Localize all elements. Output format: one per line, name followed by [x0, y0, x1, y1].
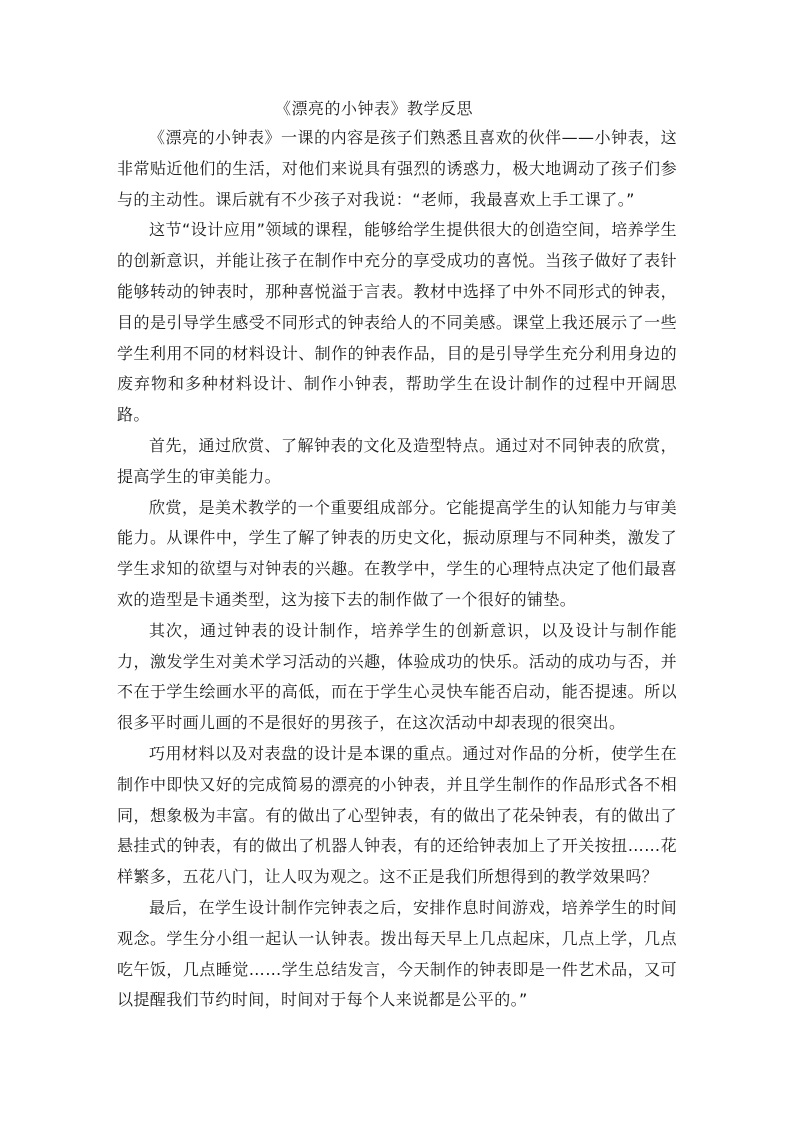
paragraph-3: 首先，通过欣赏、了解钟表的文化及造型特点。通过对不同钟表的欣赏，提高学生的审美能力。: [117, 435, 677, 486]
paragraph-6: 巧用材料以及对表盘的设计是本课的重点。通过对作品的分析，使学生在制作中即快又好的完成简易的漂亮的小钟表，并且学生制作的作品形式各不相同，想象极为丰富。有的做出了心型钟表，有的做出了花朵钟表，有的做出了悬挂式的钟表，有的做出了机器人钟表，有的还给钟表加上了开关按扭……花样繁多，五花八门，让人叹为观之。这不正是我们所想得到的教学效果吗？: [117, 743, 677, 887]
paragraph-7: 最后，在学生设计制作完钟表之后，安排作息时间游戏，培养学生的时间观念。学生分小组一起认一认钟表。拨出每天早上几点起床，几点上学，几点吃午饭，几点睡觉……学生总结发言，今天制作的钟表即是一件艺术品，又可以提醒我们节约时间，时间对于每个人来说都是公平的。”: [117, 897, 677, 1010]
paragraph-5: 其次，通过钟表的设计制作，培养学生的创新意识，以及设计与制作能力，激发学生对美术学习活动的兴趣，体验成功的快乐。活动的成功与否，并不在于学生绘画水平的高低，而在于学生心灵快车能否启动，能否提速。所以很多平时画儿画的不是很好的男孩子，在这次活动中却表现的很突出。: [117, 620, 677, 733]
paragraph-4: 欣赏，是美术教学的一个重要组成部分。它能提高学生的认知能力与审美能力。从课件中，学生了解了钟表的历史文化，振动原理与不同种类，激发了学生求知的欲望与对钟表的兴趣。在教学中，学生的心理特点决定了他们最喜欢的造型是卡通类型，这为接下去的制作做了一个很好的铺垫。: [117, 497, 677, 609]
paragraph-1: 《漂亮的小钟表》一课的内容是孩子们熟悉且喜欢的伙伴——小钟表，这非常贴近他们的生活，对他们来说具有强烈的诱惑力，极大地调动了孩子们参与的主动性。课后就有不少孩子对我说：“老师，我最喜欢上手工课了。”: [117, 128, 677, 209]
document-page: [117, 95, 677, 1016]
paragraph-2: 这节“设计应用”领域的课程，能够给学生提供很大的创造空间，培养学生的创新意识，并能让孩子在制作中充分的享受成功的喜悦。当孩子做好了表针能够转动的钟表时，那种喜悦溢于言表。教材中选择了中外不同形式的钟表，目的是引导学生感受不同形式的钟表给人的不同美感。课堂上我还展示了一些学生利用不同的材料设计、制作的钟表作品，目的是引导学生充分利用身边的废弃物和多种材料设计、制作小钟表，帮助学生在设计制作的过程中开阔思路。: [117, 220, 677, 425]
document-title: 《漂亮的小钟表》教学反思: [275, 99, 474, 118]
